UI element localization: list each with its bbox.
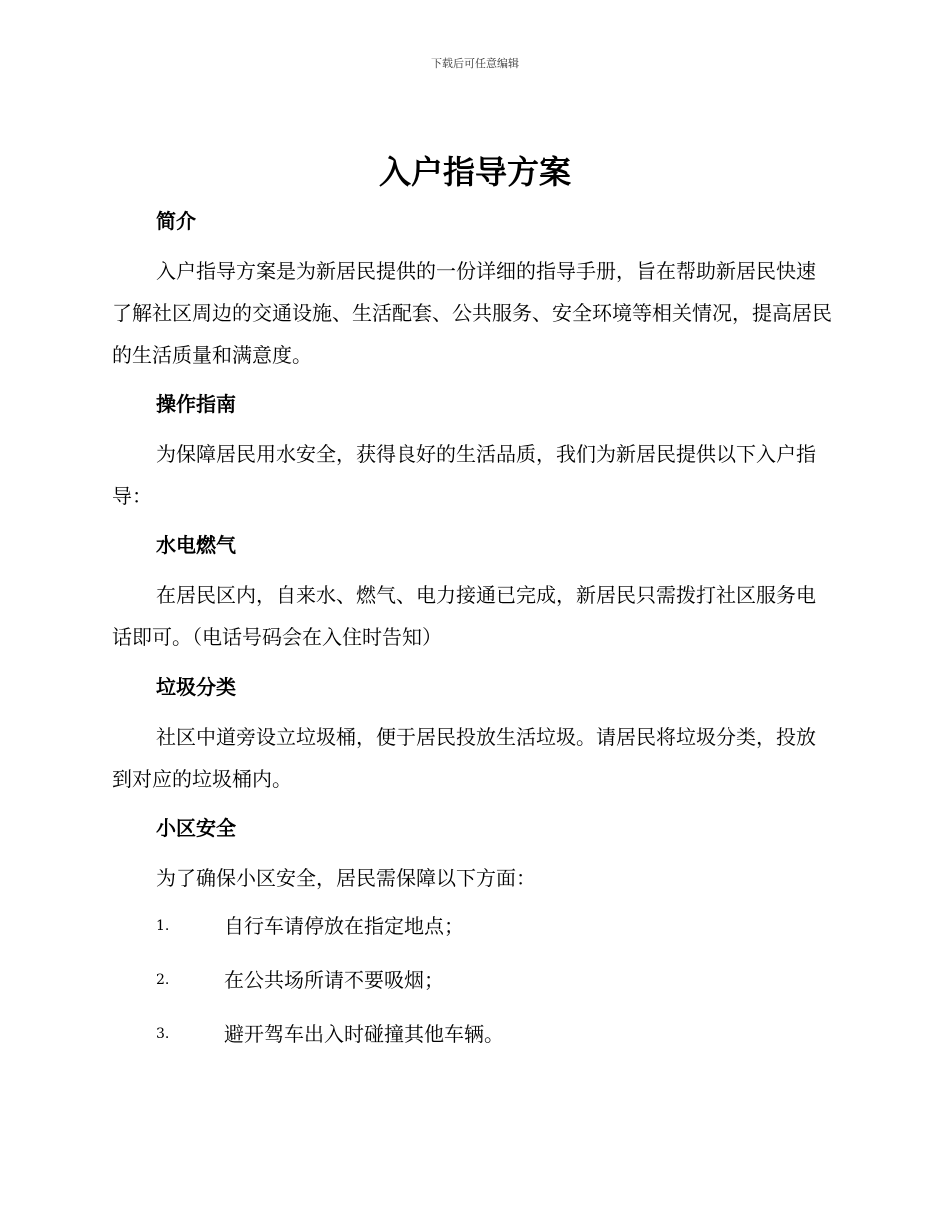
list-item-number: 3. bbox=[156, 1026, 170, 1042]
page-title: 入户指导方案 bbox=[378, 153, 571, 191]
header-note: 下载后可任意编辑 bbox=[431, 57, 519, 70]
section-paragraph-guide: 为保障居民用水安全，获得良好的生活品质，我们为新居民提供以下入户指导： bbox=[112, 442, 816, 508]
safety-list bbox=[112, 899, 832, 1061]
section-heading-utilities: 水电燃气 bbox=[156, 533, 236, 557]
section-heading-garbage: 垃圾分类 bbox=[156, 675, 236, 699]
section-paragraph-intro: 入户指导方案是为新居民提供的一份详细的指导手册，旨在帮助新居民快速了解社区周边的交通设施、生活配套、公共服务、安全环境等相关情况，提高居民的生活质量和满意度。 bbox=[112, 259, 832, 367]
document-body bbox=[112, 205, 832, 1061]
list-item bbox=[112, 899, 832, 953]
list-item-number: 2. bbox=[156, 972, 170, 988]
list-item-number: 1. bbox=[156, 918, 170, 934]
section-paragraph-utilities: 在居民区内，自来水、燃气、电力接通已完成，新居民只需拨打社区服务电话即可。（电话号码会在入住时告知） bbox=[112, 583, 816, 649]
list-item bbox=[112, 1007, 832, 1061]
section-paragraph-safety: 为了确保小区安全，居民需保障以下方面： bbox=[156, 866, 536, 890]
section-heading-guide: 操作指南 bbox=[156, 392, 236, 416]
list-item-text: 避开驾车出入时碰撞其他车辆。 bbox=[224, 1022, 504, 1046]
section-heading-safety: 小区安全 bbox=[156, 816, 236, 840]
list-item-text: 自行车请停放在指定地点； bbox=[224, 914, 464, 938]
list-item-text: 在公共场所请不要吸烟； bbox=[224, 968, 444, 992]
section-paragraph-garbage: 社区中道旁设立垃圾桶，便于居民投放生活垃圾。请居民将垃圾分类，投放到对应的垃圾桶内。 bbox=[112, 725, 816, 791]
section-heading-intro: 简介 bbox=[156, 209, 196, 233]
list-item bbox=[112, 953, 832, 1007]
